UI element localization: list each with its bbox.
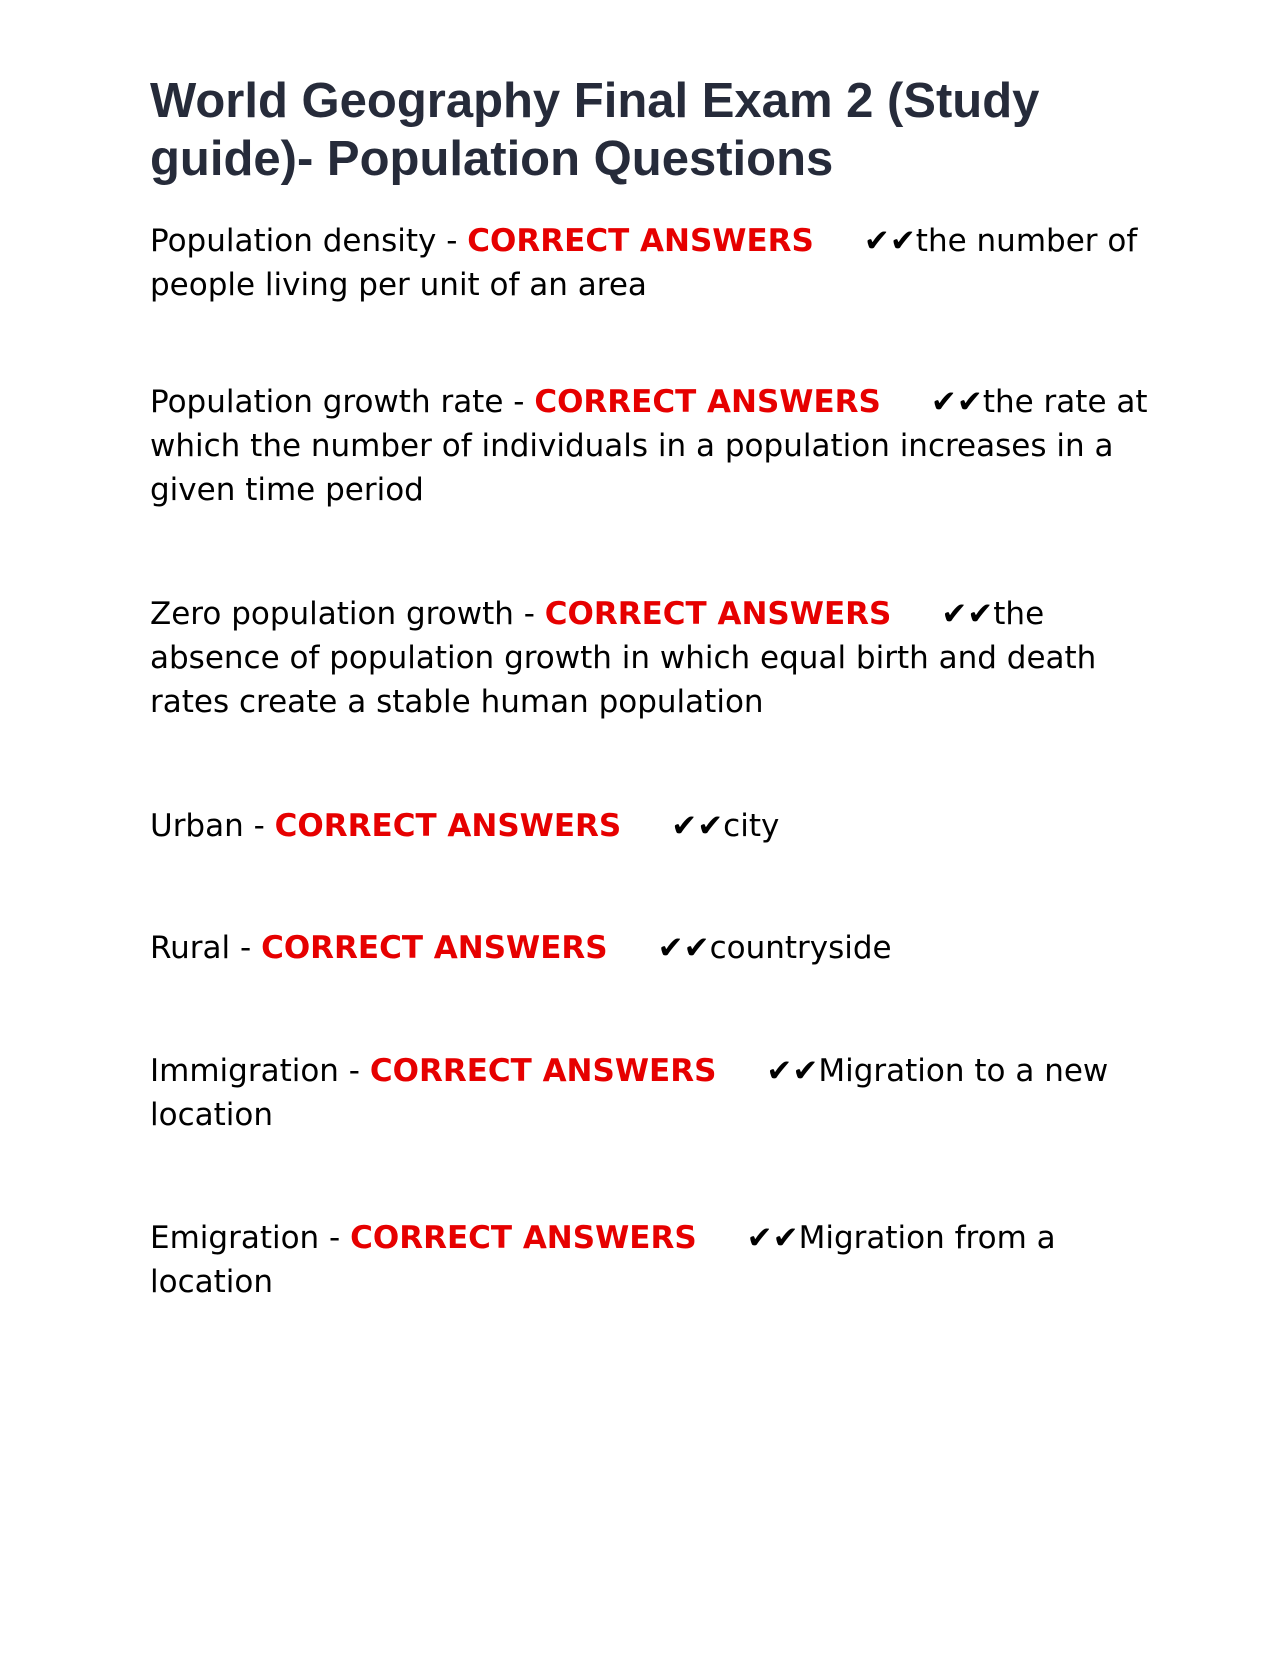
- entry-separator: -: [230, 930, 262, 966]
- correct-answers-label: CORRECT ANSWERS: [369, 1053, 717, 1089]
- entry-separator: -: [436, 223, 468, 259]
- entry-population-growth-rate: [150, 380, 1150, 512]
- entry-urban: [150, 804, 1150, 848]
- document-title: World Geography Final Exam 2 (Study guide)- Population Questions: [150, 74, 1040, 186]
- correct-answers-label: CORRECT ANSWERS: [544, 596, 892, 632]
- double-check-icon: ✔✔: [863, 223, 916, 259]
- entry-term: Immigration: [150, 1053, 339, 1089]
- entry-term: Population density: [150, 223, 437, 259]
- entry-separator: -: [243, 808, 275, 844]
- entry-separator: -: [503, 384, 535, 420]
- entry-definition: city: [723, 808, 780, 844]
- double-check-icon: ✔✔: [766, 1053, 819, 1089]
- double-check-icon: ✔✔: [671, 808, 724, 844]
- correct-answers-label: CORRECT ANSWERS: [261, 930, 608, 966]
- correct-answers-label: CORRECT ANSWERS: [350, 1220, 697, 1256]
- entry-definition: the number of people living per unit of an area: [150, 223, 1138, 303]
- entry-separator: -: [513, 596, 545, 632]
- entry-term: Population growth rate: [150, 384, 504, 420]
- correct-answers-label: CORRECT ANSWERS: [534, 384, 881, 420]
- double-check-icon: ✔✔: [930, 384, 983, 420]
- entry-term: Rural: [150, 930, 231, 966]
- entry-zero-population-growth: [150, 592, 1150, 724]
- entry-term: Urban: [150, 808, 244, 844]
- entry-population-density: [150, 219, 1150, 307]
- entry-separator: -: [319, 1220, 351, 1256]
- correct-answers-label: CORRECT ANSWERS: [467, 223, 814, 259]
- entry-emigration: [150, 1216, 1150, 1304]
- entry-term: Emigration: [150, 1220, 320, 1256]
- entry-definition: the rate at which the number of individuals in a population increases in a given time period: [150, 384, 1148, 508]
- entry-term: Zero population growth: [150, 596, 514, 632]
- entry-rural: [150, 926, 1150, 970]
- double-check-icon: ✔✔: [746, 1220, 799, 1256]
- entry-definition: countryside: [709, 930, 892, 966]
- correct-answers-label: CORRECT ANSWERS: [274, 808, 622, 844]
- double-check-icon: ✔✔: [657, 930, 710, 966]
- entry-definition: Migration from a location: [150, 1220, 1056, 1300]
- entry-immigration: [150, 1049, 1150, 1137]
- entry-definition: Migration to a new location: [150, 1053, 1109, 1133]
- entry-separator: -: [338, 1053, 370, 1089]
- entry-definition: the absence of population growth in which equal birth and death rates create a stable human population: [150, 596, 1097, 720]
- double-check-icon: ✔✔: [941, 596, 994, 632]
